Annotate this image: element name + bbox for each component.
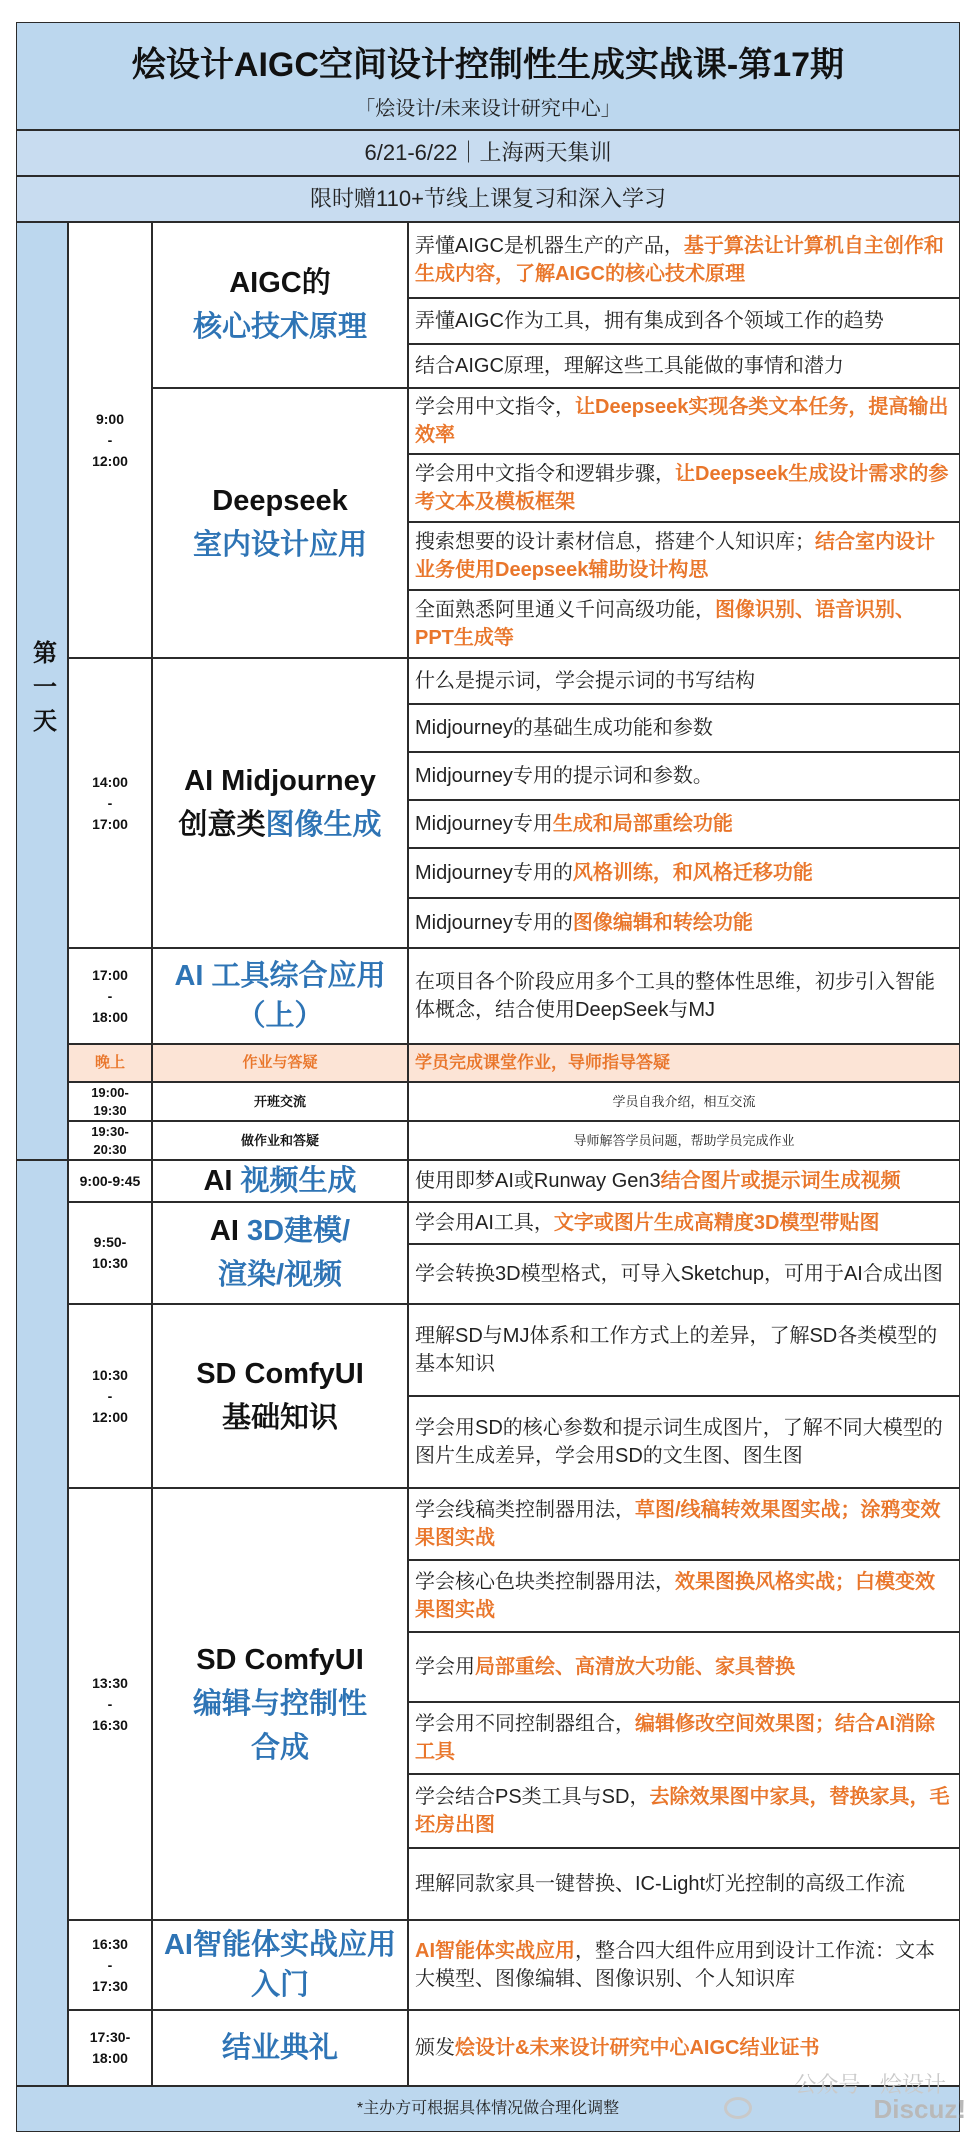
topic-row [408,1202,960,1244]
topic-highlight: 图像编辑和转绘功能 [572,912,753,934]
module-subtitle: 合成 [250,1732,309,1764]
topic-text: 在项目各个阶段应用多个工具的整体性思维，初步引入智能体概念，结合使用DeepSeek与MJ [415,971,935,1021]
topic-highlight: 让Deepseek实现各类文本任务，提高输出效率 [415,396,949,446]
topic-text: Midjourney专用的 [415,862,573,884]
topic-row [408,1774,960,1848]
footer-text: *主办方可根据具体情况做合理化调整 [356,2100,620,2117]
topic-row [408,1632,960,1702]
module-subtitle [178,803,381,847]
bonus-text: 限时赠110+节线上课复习和深入学习 [310,186,666,211]
topic-row [408,454,960,522]
topic-text: 学会结合PS类工具与SD， [415,1786,650,1808]
topic-text: 学会用中文指令和逻辑步骤， [415,463,675,485]
topic-text: 理解同款家具一键替换、IC-Light灯光控制的高级工作流 [415,1873,906,1895]
day-one-column [16,222,68,1160]
topic-row [408,848,960,898]
header [16,22,960,130]
topic-row [408,658,960,704]
time-slot: 17:30- 18:00 [68,2010,152,2086]
wechat-icon [724,2097,752,2119]
bonus-band [16,176,960,222]
topic-text: 颁发 [415,2037,455,2059]
module-subtitle: 室内设计应用 [192,529,367,561]
topic-row [408,1848,960,1920]
topic-text: ，整合四大组件应用到设计工作流：文本大模型、图像编辑、图像识别、个人知识库 [415,1940,935,1990]
topic-row [408,1396,960,1488]
topic-text: 学员完成课堂作业，导师指导答疑 [415,1053,670,1072]
time-slot: 17:00 - 18:00 [68,948,152,1044]
module-title: AIGC的 [229,267,331,299]
topic-highlight: 文字或图片生成高精度3D模型带贴图 [553,1212,880,1234]
topic-row [408,1488,960,1560]
time-slot: 9:50- 10:30 [68,1202,152,1304]
module-video [152,1160,408,1202]
topic-row [408,948,960,1044]
module-title: SD ComfyUI [196,1358,364,1390]
time-slot: 9:00 - 12:00 [68,222,152,658]
topic-text: 弄懂AIGC作为工具，拥有集成到各个领域工作的趋势 [415,310,884,332]
topic-highlight: 风格训练，和风格迁移功能 [572,862,813,884]
topic-highlight: 烩设计&未来设计研究中心AIGC结业证书 [455,2037,820,2059]
topic-highlight: 让Deepseek生成设计需求的参考文本及模板框架 [415,463,949,513]
module-subtitle: 核心技术原理 [192,311,367,343]
topic-highlight: AI智能体实战应用 [415,1940,575,1962]
topic-row [408,1304,960,1396]
topic-row-evening [408,1044,960,1082]
topic-text: 什么是提示词，学会提示词的书写结构 [415,670,755,692]
topic-row [408,1920,960,2010]
topic-row [408,704,960,752]
time-slot: 10:30 - 12:00 [68,1304,152,1488]
topic-text: 导师解答学员问题，帮助学员完成作业 [573,1132,795,1148]
module-subtitle-part: 创意类 [178,809,266,841]
module-deepseek [152,388,408,658]
topic-highlight: 去除效果图中家具，替换家具，毛坯房出图 [415,1786,950,1836]
topic-row [408,752,960,800]
module-sd-basics [152,1304,408,1488]
topic-text: 学会用SD的核心参数和提示词生成图片，了解不同大模型的图片生成差异，学会用SD的文生图、图生图 [415,1417,943,1467]
time-slot: 19:00- 19:30 [68,1082,152,1121]
dates-band [16,130,960,176]
topic-row [408,344,960,388]
topic-highlight: 草图/线稿转效果图实战；涂鸦变效果图实战 [415,1499,941,1549]
time-slot: 14:00 - 17:00 [68,658,152,948]
wechat-watermark: 公众号 · 烩设计 [794,2072,946,2097]
topic-text: 学会用 [415,1656,475,1678]
module-aigc [152,222,408,388]
module-opening: 开班交流 [152,1082,408,1121]
topic-text: 理解SD与MJ体系和工作方式上的差异，了解SD各类模型的基本知识 [415,1325,938,1375]
topic-row [408,800,960,848]
topic-highlight: 基于算法让计算机自主创作和生成内容，了解AIGC的核心技术原理 [415,235,944,285]
topic-text: 学会用AI工具， [415,1212,554,1234]
topic-text: 学会用不同控制器组合， [415,1713,635,1735]
topic-text: Midjourney的基础生成功能和参数 [415,717,713,739]
time-slot: 13:30 - 16:30 [68,1488,152,1920]
module-title: SD ComfyUI [196,1644,364,1676]
topic-text: 全面熟悉阿里通义千问高级功能， [415,599,715,621]
topic-highlight: 生成和局部重绘功能 [552,813,733,835]
module-graduation [152,2010,408,2086]
module-agent [152,1920,408,2010]
topic-row [408,1121,960,1160]
topic-highlight: 局部重绘、高清放大功能、家具替换 [475,1656,795,1678]
module-subtitle: 编辑与控制性 [192,1688,367,1720]
topic-row [408,898,960,948]
topic-row [408,1082,960,1121]
topic-text: 使用即梦AI或Runway Gen3 [415,1170,661,1192]
module-subtitle: 渲染/视频 [217,1259,343,1291]
topic-highlight: 结合图片或提示词生成视频 [660,1170,901,1192]
topic-text: Midjourney专用 [415,813,553,835]
module-title: AI 工具综合应用（上） [174,960,386,1032]
module-title [210,1209,350,1253]
day-one-label: 第一天 [28,640,56,742]
module-tools [152,948,408,1044]
course-subtitle: 「烩设计/未来设计研究中心」 [355,98,621,120]
topic-row [408,1160,960,1202]
course-title: 烩设计AIGC空间设计控制性生成实战课-第17期 [131,46,845,84]
topic-text: 学会核心色块类控制器用法， [415,1571,675,1593]
topic-text: 学会转换3D模型格式，可导入Sketchup，可用于AI合成出图 [415,1263,943,1285]
topic-row [408,1702,960,1774]
topic-text: 搜索想要的设计素材信息，搭建个人知识库； [415,531,815,553]
time-slot: 19:30- 20:30 [68,1121,152,1160]
day-two-column [16,1160,68,2086]
module-qa: 做作业和答疑 [152,1121,408,1160]
topic-row [408,222,960,298]
module-title-part: AI [203,1165,241,1197]
topic-text: Midjourney专用的 [415,912,573,934]
module-title: AI Midjourney [184,765,376,797]
time-slot-evening: 晚上 [68,1044,152,1082]
topic-text: 学员自我介绍，相互交流 [612,1093,756,1109]
topic-row [408,388,960,454]
module-subtitle-part: 图像生成 [265,809,382,841]
topic-row [408,1560,960,1632]
topic-row [408,298,960,344]
module-title-part: AI [209,1215,247,1247]
discuz-watermark: Discuz! [873,2094,966,2124]
time-slot: 9:00-9:45 [68,1160,152,1202]
topic-text: 学会用中文指令， [415,396,575,418]
topic-row [408,1244,960,1304]
topic-text: 弄懂AIGC是机器生产的产品， [415,235,684,257]
topic-text: 学会线稿类控制器用法， [415,1499,635,1521]
time-slot: 16:30 - 17:30 [68,1920,152,2010]
topic-text: Midjourney专用的提示词和参数。 [415,765,713,787]
schedule-sheet [16,22,960,2132]
module-title: Deepseek [212,485,348,517]
topic-highlight: 图像识别、语音识别、PPT生成等 [415,599,915,649]
dates-text: 6/21-6/22｜上海两天集训 [364,140,612,165]
module-subtitle: 基础知识 [221,1402,338,1434]
topic-highlight: 编辑修改空间效果图；结合AI消除工具 [415,1713,935,1763]
module-title-part: 视频生成 [240,1165,357,1197]
module-title: 结业典礼 [221,2032,338,2064]
module-title: AI智能体实战应用入门 [163,1929,396,2001]
module-title [203,1159,356,1203]
topic-text: 结合AIGC原理，理解这些工具能做的事情和潜力 [415,355,844,377]
topic-row [408,590,960,658]
topic-highlight: 结合室内设计业务使用Deepseek辅助设计构思 [415,531,935,581]
topic-row [408,522,960,590]
topic-highlight: 效果图换风格实战；白模变效果图实战 [415,1571,935,1621]
module-3d [152,1202,408,1304]
module-sd-control [152,1488,408,1920]
module-homework: 作业与答疑 [152,1044,408,1082]
module-midjourney [152,658,408,948]
module-title-part: 3D建模/ [246,1215,351,1247]
